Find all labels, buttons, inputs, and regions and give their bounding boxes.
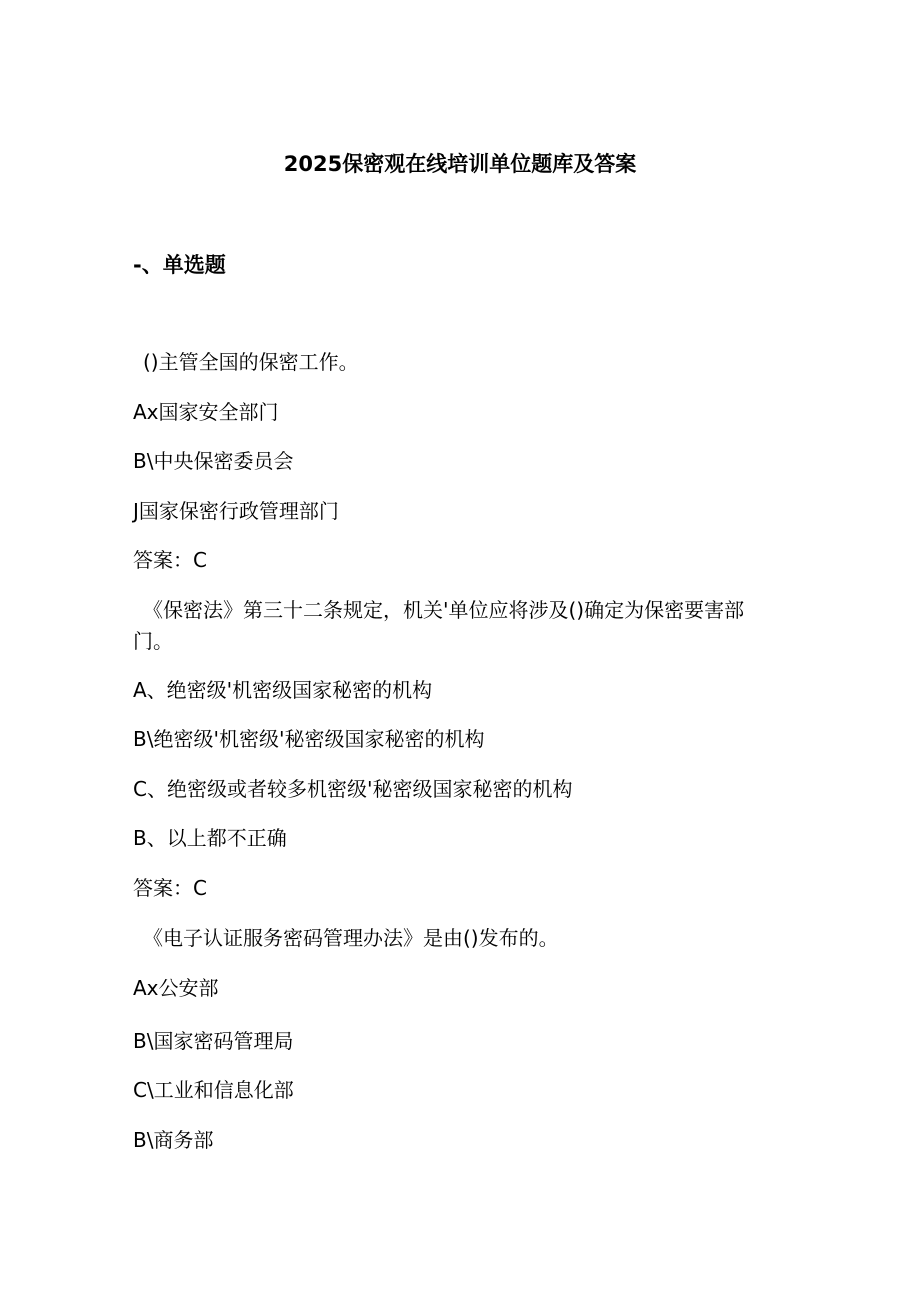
- question-option: B\中央保密委员会: [133, 449, 294, 473]
- question-stem: ()主管全国的保密工作。: [143, 350, 359, 374]
- question-option: C、绝密级或者较多机密级'秘密级国家秘密的机构: [133, 777, 573, 801]
- answer-line: 答案：C: [133, 876, 207, 900]
- document-title: 2025保密观在线培训单位题库及答案: [283, 152, 637, 176]
- question-option: J国家保密行政管理部门: [133, 499, 339, 523]
- section-heading: -、单选题: [133, 253, 226, 277]
- question-option: B\绝密级'机密级'秘密级国家秘密的机构: [133, 727, 485, 751]
- question-option: A、绝密级'机密级国家秘密的机构: [133, 678, 433, 702]
- answer-line: 答案：C: [133, 548, 207, 572]
- question-option: C\工业和信息化部: [133, 1078, 294, 1102]
- question-option: Ax国家安全部门: [133, 400, 279, 424]
- question-option: B\商务部: [133, 1128, 214, 1152]
- question-option: B、以上都不正确: [133, 826, 287, 850]
- question-stem: 《电子认证服务密码管理办法》是由()发布的。: [143, 926, 559, 950]
- question-stem: 《保密法》第三十二条规定，机关'单位应将涉及()确定为保密要害部门。: [133, 598, 745, 653]
- question-option: B\国家密码管理局: [133, 1029, 294, 1053]
- question-option: Ax公安部: [133, 976, 219, 1000]
